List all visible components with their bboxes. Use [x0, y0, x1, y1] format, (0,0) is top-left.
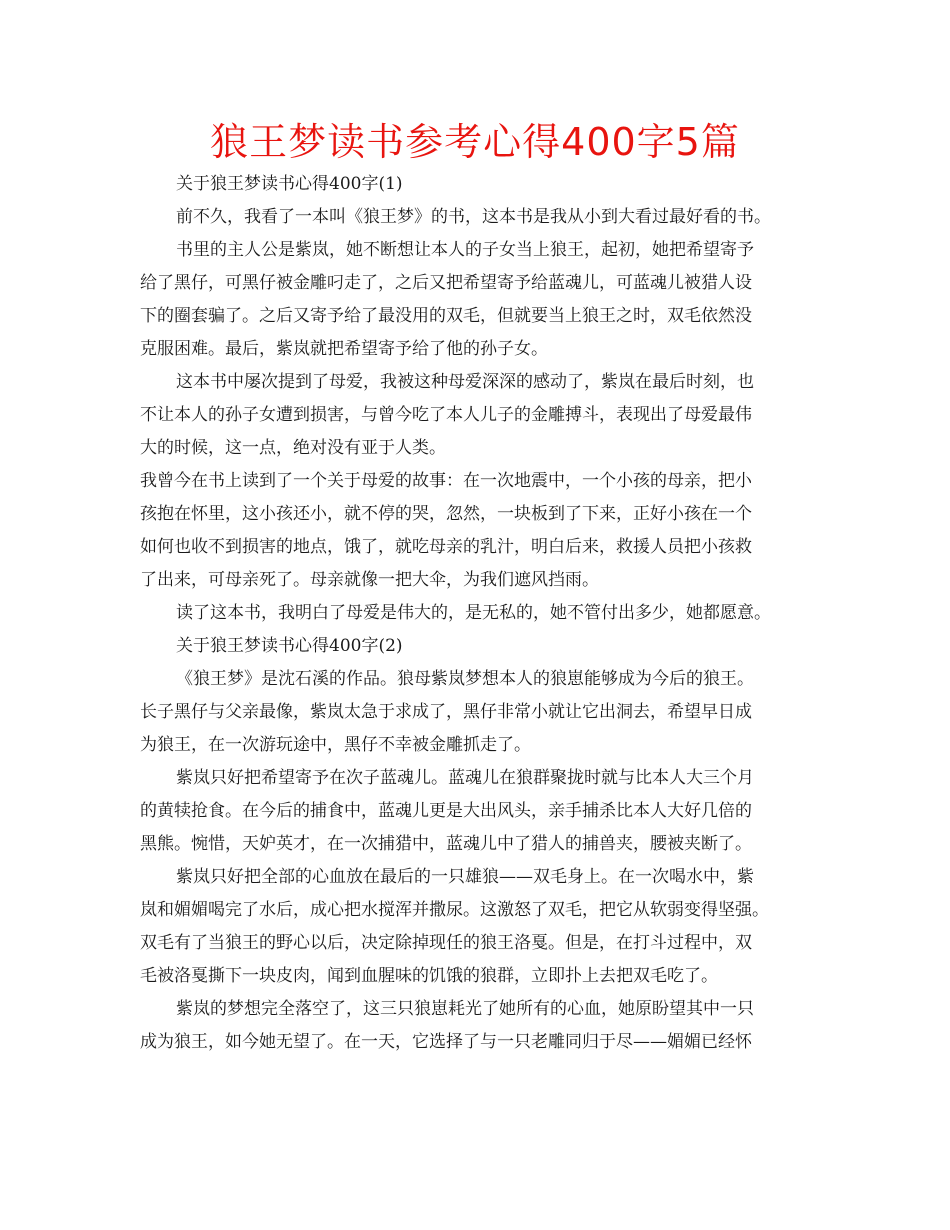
body-text-line: 岚和媚媚喝完了水后，成心把水搅浑并撒尿。这激怒了双毛，把它从软弱变得坚强。 — [140, 900, 769, 920]
body-text-line: 不让本人的孙子女遭到损害，与曾今吃了本人儿子的金雕搏斗，表现出了母爱最伟 — [140, 405, 752, 425]
body-text-line: 成为狼王，如今她无望了。在一天，它选择了与一只老雕同归于尽——媚媚已经怀 — [140, 1032, 752, 1052]
body-text-line: 如何也收不到损害的地点，饿了，就吃母亲的乳汁，明白后来，救援人员把小孩救 — [140, 537, 752, 557]
body-text-line: 读了这本书，我明白了母爱是伟大的，是无私的，她不管付出多少，她都愿意。 — [176, 603, 771, 623]
body-text-line: 大的时候，这一点，绝对没有亚于人类。 — [140, 438, 446, 458]
document-body — [140, 168, 830, 1059]
body-text-line: 紫岚只好把全部的心血放在最后的一只雄狼——双毛身上。在一次喝水中，紫 — [176, 867, 754, 887]
body-text-line: 紫岚的梦想完全落空了，这三只狼崽耗光了她所有的心血，她原盼望其中一只 — [176, 999, 754, 1019]
body-text-line: 双毛有了当狼王的野心以后，决定除掉现任的狼王洛戛。但是，在打斗过程中，双 — [140, 933, 752, 953]
body-text-line: 紫岚只好把希望寄予在次子蓝魂儿。蓝魂儿在狼群聚拢时就与比本人大三个月 — [176, 768, 754, 788]
section-heading: 关于狼王梦读书心得400字(2) — [176, 636, 403, 656]
body-text-line: 前不久，我看了一本叫《狼王梦》的书，这本书是我从小到大看过最好看的书。 — [176, 207, 771, 227]
body-text-line: 给了黑仔，可黑仔被金雕叼走了，之后又把希望寄予给蓝魂儿，可蓝魂儿被猎人设 — [140, 273, 752, 293]
body-text-line: 为狼王，在一次游玩途中，黑仔不幸被金雕抓走了。 — [140, 735, 531, 755]
body-text-line: 我曾今在书上读到了一个关于母爱的故事：在一次地震中，一个小孩的母亲，把小 — [140, 471, 752, 491]
body-text-line: 长子黑仔与父亲最像，紫岚太急于求成了，黑仔非常小就让它出洞去，希望早日成 — [140, 702, 752, 722]
body-text-line: 下的圈套骗了。之后又寄予给了最没用的双毛，但就要当上狼王之时，双毛依然没 — [140, 306, 752, 326]
body-text-line: 毛被洛戛撕下一块皮肉，闻到血腥味的饥饿的狼群，立即扑上去把双毛吃了。 — [140, 966, 718, 986]
body-text-line: 孩抱在怀里，这小孩还小，就不停的哭，忽然，一块板到了下来，正好小孩在一个 — [140, 504, 752, 524]
body-text-line: 这本书中屡次提到了母爱，我被这种母爱深深的感动了，紫岚在最后时刻，也 — [176, 372, 754, 392]
body-text-line: 的黄犊抢食。在今后的捕食中，蓝魂儿更是大出风头，亲手捕杀比本人大好几倍的 — [140, 801, 752, 821]
body-text-line: 书里的主人公是紫岚，她不断想让本人的子女当上狼王，起初，她把希望寄予 — [176, 240, 754, 260]
body-text-line: 克服困难。最后，紫岚就把希望寄予给了他的孙子女。 — [140, 339, 548, 359]
document-title: 狼王梦读书参考心得400字5篇 — [210, 120, 740, 164]
body-text-line: 黑熊。惋惜，天妒英才，在一次捕猎中，蓝魂儿中了猎人的捕兽夹，腰被夹断了。 — [140, 834, 752, 854]
body-text-line: 了出来，可母亲死了。母亲就像一把大伞，为我们遮风挡雨。 — [140, 570, 599, 590]
body-text-line: 《狼王梦》是沈石溪的作品。狼母紫岚梦想本人的狼崽能够成为今后的狼王。 — [176, 669, 754, 689]
section-heading: 关于狼王梦读书心得400字(1) — [176, 174, 403, 194]
